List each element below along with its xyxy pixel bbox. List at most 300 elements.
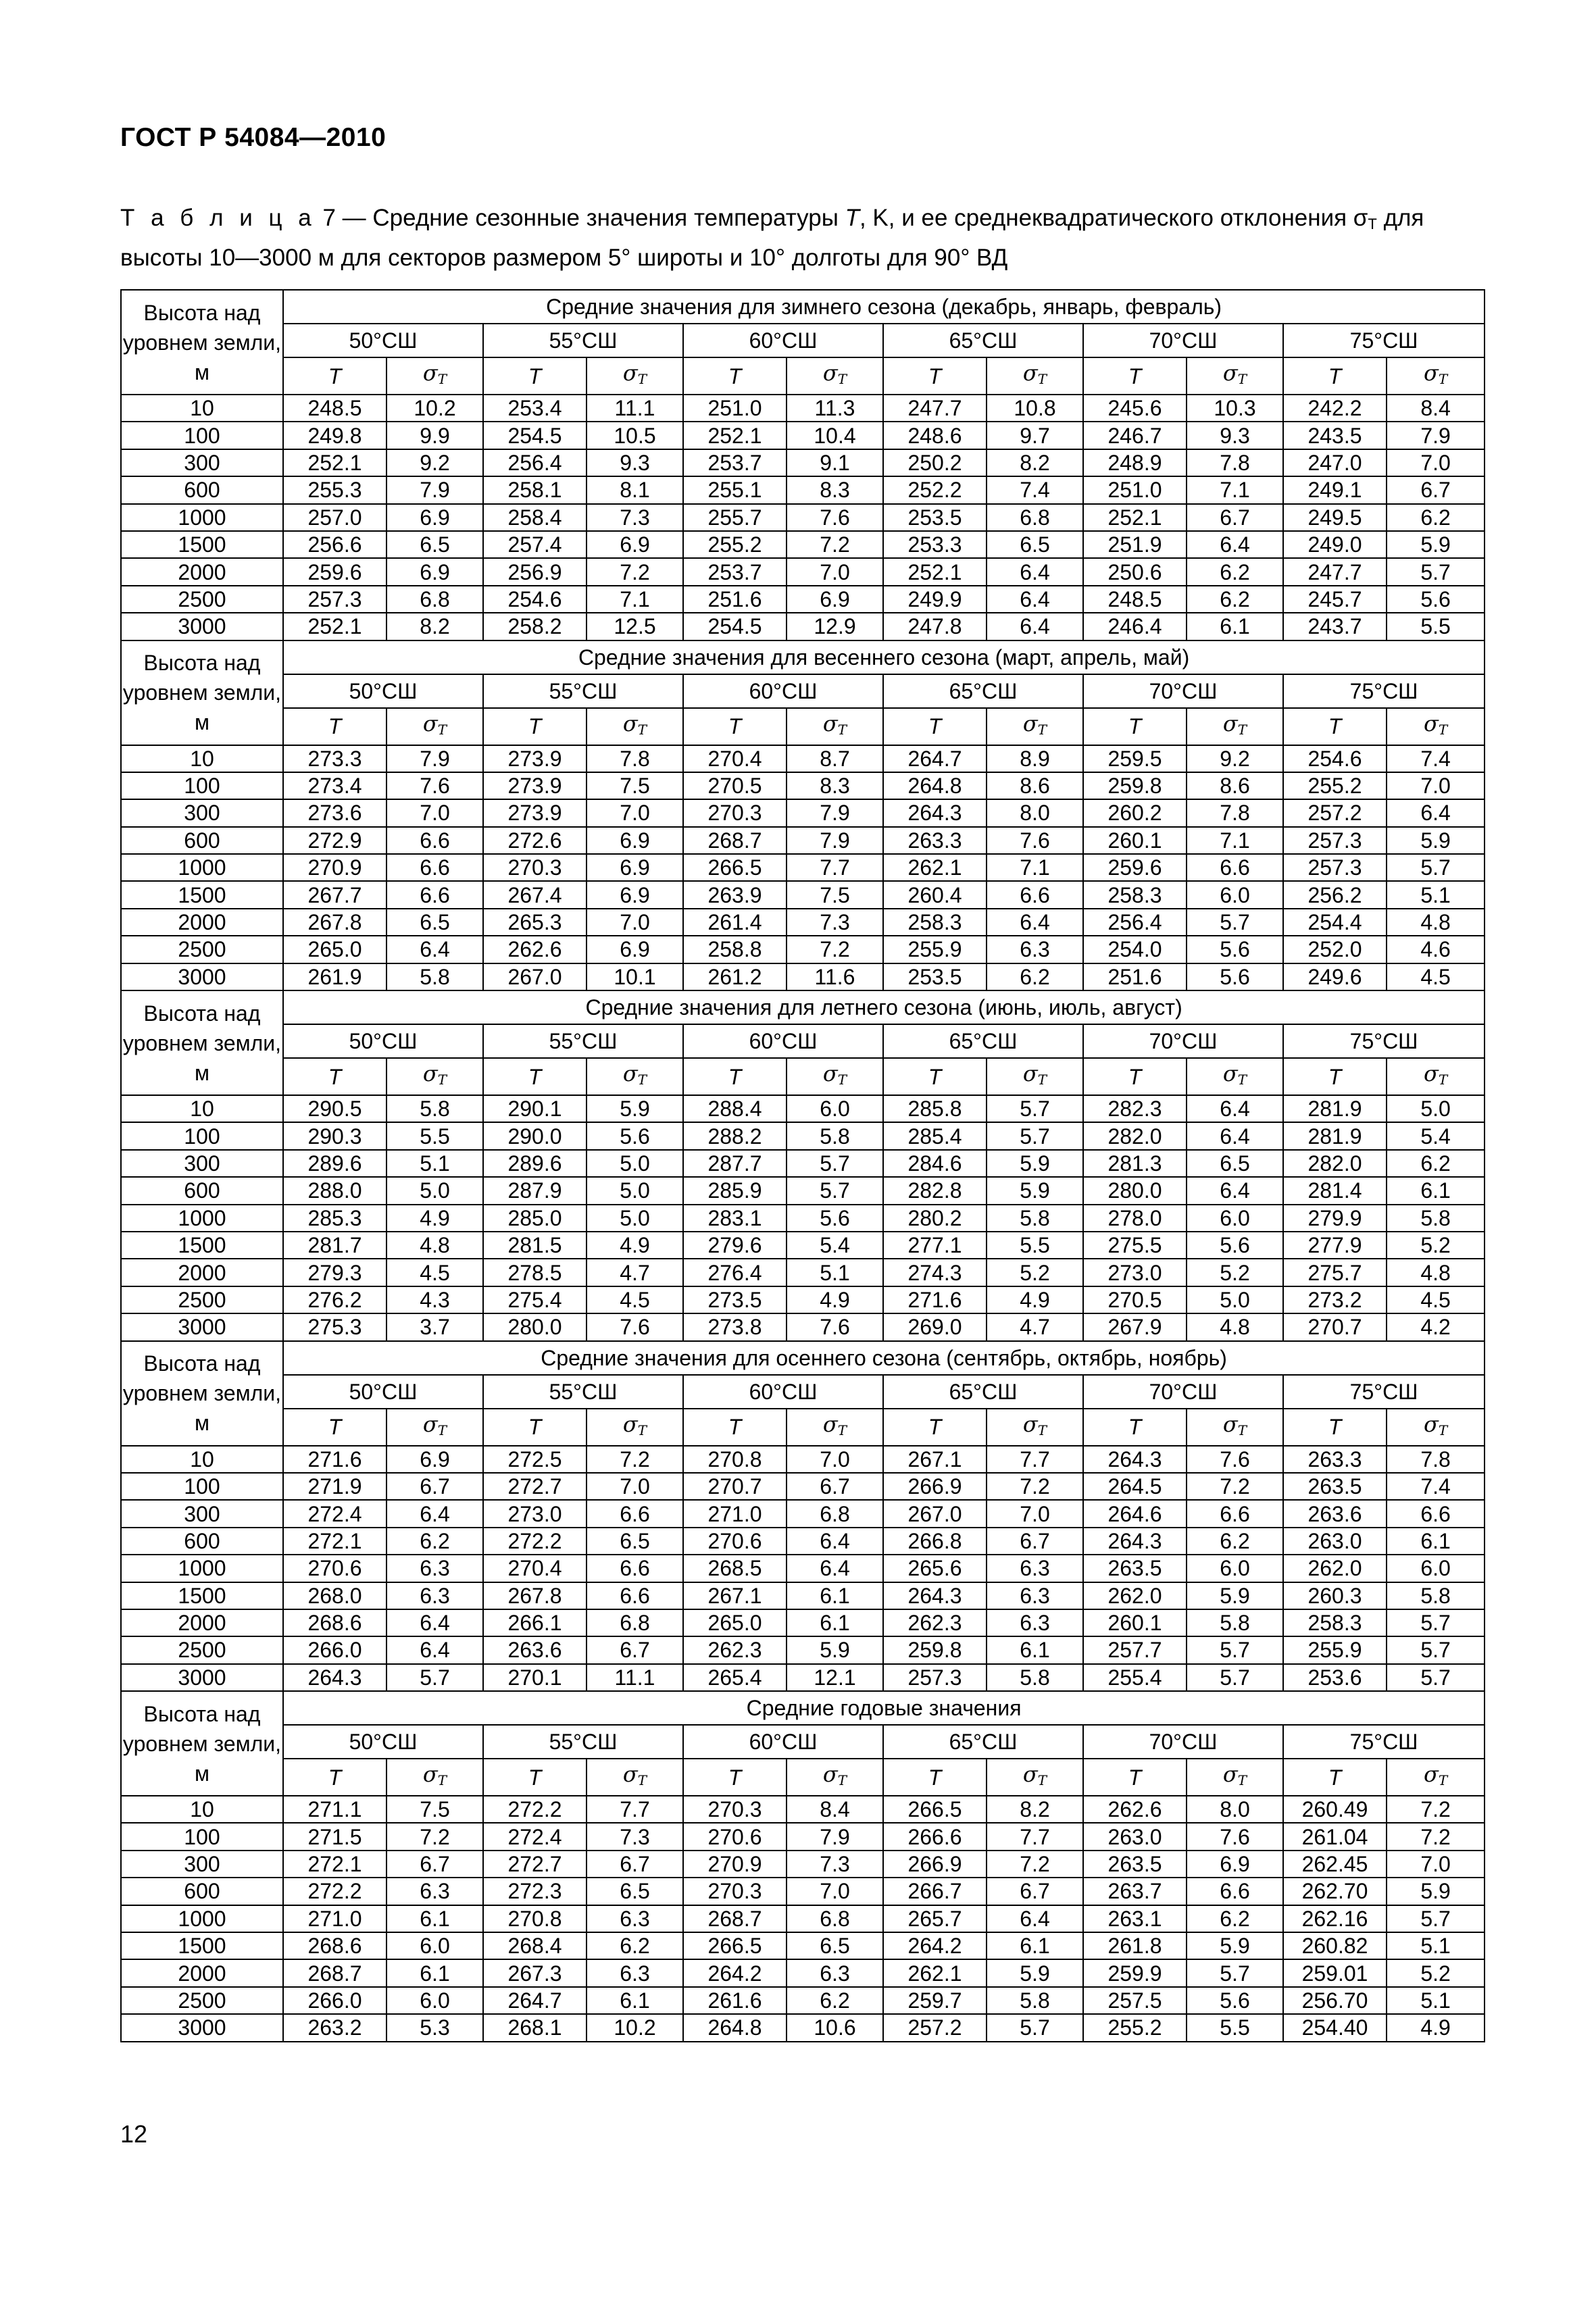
sigma-cell: 6.4 <box>987 613 1083 640</box>
col-header-t: T <box>1283 1759 1387 1796</box>
table-row <box>121 531 1485 558</box>
altitude-cell: 300 <box>121 1500 283 1527</box>
sigma-cell: 6.2 <box>1187 558 1283 585</box>
temperature-cell: 264.3 <box>883 799 987 826</box>
sigma-cell: 4.7 <box>987 1313 1083 1340</box>
sigma-cell: 6.2 <box>1187 1528 1283 1555</box>
temperature-cell: 272.9 <box>283 827 386 854</box>
sigma-cell: 4.9 <box>787 1286 883 1313</box>
temperature-cell: 273.6 <box>283 799 386 826</box>
temperature-cell: 242.2 <box>1283 395 1387 422</box>
sigma-cell: 6.4 <box>386 936 483 963</box>
sigma-cell: 7.9 <box>1387 422 1485 449</box>
sigma-cell: 6.1 <box>587 1987 683 2014</box>
sigma-cell: 7.0 <box>587 1473 683 1500</box>
temperature-cell: 257.2 <box>883 2014 987 2041</box>
sigma-symbol: σ <box>422 1761 438 1788</box>
sigma-cell: 7.2 <box>787 531 883 558</box>
sigma-cell: 9.7 <box>987 422 1083 449</box>
sigma-cell: 7.9 <box>787 1823 883 1850</box>
sigma-cell: 7.5 <box>587 772 683 799</box>
latitude-header: 55°СШ <box>483 324 683 357</box>
temperature-cell: 259.6 <box>1083 854 1187 881</box>
temperature-cell: 268.1 <box>483 2014 587 2041</box>
temperature-cell: 268.5 <box>683 1555 787 1582</box>
sigma-cell: 6.9 <box>787 586 883 613</box>
altitude-header: Высота над уровнем земли, м <box>121 1341 283 1446</box>
sigma-cell: 7.9 <box>386 745 483 772</box>
altitude-cell: 600 <box>121 476 283 503</box>
temperature-cell: 263.7 <box>1083 1878 1187 1905</box>
latitude-header: 70°СШ <box>1083 1024 1283 1058</box>
temperature-cell: 251.0 <box>683 395 787 422</box>
table-row <box>121 558 1485 585</box>
sigma-cell: 6.1 <box>787 1609 883 1636</box>
col-header-t: T <box>283 1409 386 1446</box>
sigma-cell: 5.9 <box>787 1636 883 1663</box>
sigma-cell: 5.5 <box>1387 613 1485 640</box>
temperature-cell: 255.9 <box>883 936 987 963</box>
table-row <box>121 1878 1485 1905</box>
latitude-header: 50°СШ <box>283 324 483 357</box>
col-header-t: T <box>483 1759 587 1796</box>
table-row <box>121 1905 1485 1932</box>
sigma-subscript: T <box>437 1422 447 1438</box>
temperature-cell: 282.8 <box>883 1177 987 1204</box>
col-header-sigma <box>787 1759 883 1796</box>
latitude-header: 55°СШ <box>483 1375 683 1409</box>
sigma-cell: 8.0 <box>987 799 1083 826</box>
sigma-cell: 5.7 <box>1187 1636 1283 1663</box>
temperature-cell: 257.3 <box>1283 827 1387 854</box>
temperature-cell: 270.3 <box>683 1878 787 1905</box>
temperature-cell: 267.9 <box>1083 1313 1187 1340</box>
sigma-cell: 7.7 <box>987 1446 1083 1473</box>
sigma-cell: 6.3 <box>386 1878 483 1905</box>
temperature-cell: 290.5 <box>283 1095 386 1122</box>
temperature-cell: 267.8 <box>483 1582 587 1609</box>
temperature-cell: 267.0 <box>483 963 587 990</box>
temperature-cell: 270.9 <box>683 1851 787 1878</box>
latitude-header: 65°СШ <box>883 1725 1083 1759</box>
temperature-cell: 272.2 <box>483 1528 587 1555</box>
temperature-cell: 252.1 <box>1083 504 1187 531</box>
temperature-cell: 260.1 <box>1083 1609 1187 1636</box>
col-header-t: T <box>1083 1409 1187 1446</box>
temperature-cell: 262.16 <box>1283 1905 1387 1932</box>
sigma-subscript: T <box>637 1422 647 1438</box>
temperature-cell: 243.7 <box>1283 613 1387 640</box>
sigma-cell: 6.5 <box>386 531 483 558</box>
temperature-cell: 267.0 <box>883 1500 987 1527</box>
sigma-cell: 6.3 <box>987 1609 1083 1636</box>
col-header-sigma <box>1387 708 1485 745</box>
temperature-cell: 263.1 <box>1083 1905 1187 1932</box>
sigma-cell: 4.5 <box>1387 963 1485 990</box>
temperature-cell: 264.3 <box>883 1582 987 1609</box>
table-row <box>121 586 1485 613</box>
table-row <box>121 449 1485 476</box>
temperature-cell: 261.04 <box>1283 1823 1387 1850</box>
sigma-cell: 7.0 <box>1387 1851 1485 1878</box>
temperature-cell: 270.8 <box>683 1446 787 1473</box>
table-row <box>121 422 1485 449</box>
sigma-cell: 7.7 <box>587 1796 683 1823</box>
season-title: Средние значения для зимнего сезона (декабрь, январь, февраль) <box>283 290 1485 324</box>
temperature-cell: 285.8 <box>883 1095 987 1122</box>
sigma-cell: 6.0 <box>1187 1555 1283 1582</box>
sigma-cell: 8.2 <box>386 613 483 640</box>
temperature-cell: 281.3 <box>1083 1150 1187 1177</box>
sigma-cell: 7.0 <box>787 1446 883 1473</box>
temperature-cell: 266.7 <box>883 1878 987 1905</box>
table-row <box>121 2014 1485 2041</box>
altitude-cell: 2500 <box>121 1636 283 1663</box>
sigma-cell: 6.2 <box>1187 1905 1283 1932</box>
sigma-cell: 5.1 <box>1387 881 1485 908</box>
sigma-cell: 5.5 <box>987 1232 1083 1259</box>
sigma-cell: 8.6 <box>1187 772 1283 799</box>
temperature-cell: 255.2 <box>1083 2014 1187 2041</box>
temperature-cell: 264.5 <box>1083 1473 1187 1500</box>
temperature-cell: 281.7 <box>283 1232 386 1259</box>
sigma-cell: 8.9 <box>987 745 1083 772</box>
sigma-cell: 6.4 <box>1187 1122 1283 1149</box>
temperature-cell: 261.4 <box>683 909 787 936</box>
sigma-cell: 7.1 <box>587 586 683 613</box>
temperature-cell: 264.6 <box>1083 1500 1187 1527</box>
table-row <box>121 1500 1485 1527</box>
temperature-cell: 258.3 <box>1283 1609 1387 1636</box>
temperature-cell: 260.82 <box>1283 1932 1387 1959</box>
temperature-cell: 264.3 <box>283 1664 386 1691</box>
col-header-sigma <box>587 357 683 395</box>
sigma-subscript: T <box>637 721 647 738</box>
temperature-cell: 268.7 <box>683 827 787 854</box>
temperature-cell: 252.2 <box>883 476 987 503</box>
sigma-cell: 6.7 <box>587 1636 683 1663</box>
sigma-cell: 7.5 <box>787 881 883 908</box>
table-row <box>121 909 1485 936</box>
temperature-cell: 271.5 <box>283 1823 386 1850</box>
sigma-cell: 5.7 <box>1387 1664 1485 1691</box>
sigma-cell: 7.2 <box>386 1823 483 1850</box>
temperature-cell: 257.3 <box>1283 854 1387 881</box>
sigma-cell: 7.1 <box>1187 476 1283 503</box>
altitude-cell: 1000 <box>121 1905 283 1932</box>
col-header-sigma <box>987 1058 1083 1095</box>
sigma-symbol: σ <box>422 1411 438 1437</box>
temperature-cell: 270.4 <box>683 745 787 772</box>
sigma-subscript: T <box>637 1072 647 1088</box>
altitude-cell: 300 <box>121 449 283 476</box>
altitude-cell: 300 <box>121 1851 283 1878</box>
sigma-cell: 5.6 <box>1187 936 1283 963</box>
col-header-t: T <box>683 1759 787 1796</box>
sigma-cell: 6.0 <box>787 1095 883 1122</box>
temperature-cell: 263.2 <box>283 2014 386 2041</box>
temperature-cell: 259.01 <box>1283 1959 1387 1986</box>
temperature-cell: 272.4 <box>283 1500 386 1527</box>
temperature-cell: 263.0 <box>1083 1823 1187 1850</box>
altitude-cell: 2000 <box>121 1259 283 1286</box>
temperature-cell: 255.2 <box>683 531 787 558</box>
sigma-cell: 7.0 <box>1387 772 1485 799</box>
temperature-cell: 264.7 <box>483 1987 587 2014</box>
temperature-cell: 255.9 <box>1283 1636 1387 1663</box>
temperature-cell: 288.2 <box>683 1122 787 1149</box>
sigma-cell: 4.5 <box>386 1259 483 1286</box>
latitude-header: 65°СШ <box>883 674 1083 708</box>
sigma-cell: 5.1 <box>1387 1987 1485 2014</box>
latitude-header: 70°СШ <box>1083 1375 1283 1409</box>
sigma-cell: 10.2 <box>587 2014 683 2041</box>
sigma-cell: 4.8 <box>386 1232 483 1259</box>
sigma-cell: 5.7 <box>1187 1959 1283 1986</box>
sigma-symbol: σ <box>622 1061 638 1087</box>
table-row <box>121 799 1485 826</box>
sigma-cell: 6.7 <box>787 1473 883 1500</box>
temperature-cell: 256.4 <box>1083 909 1187 936</box>
temperature-cell: 255.1 <box>683 476 787 503</box>
temperature-cell: 262.3 <box>683 1636 787 1663</box>
temperature-cell: 258.2 <box>483 613 587 640</box>
col-header-t: T <box>1283 708 1387 745</box>
temperature-cell: 247.7 <box>883 395 987 422</box>
col-header-t: T <box>1283 357 1387 395</box>
sigma-cell: 7.2 <box>987 1473 1083 1500</box>
temperature-cell: 254.6 <box>1283 745 1387 772</box>
sigma-cell: 6.5 <box>987 531 1083 558</box>
temperature-cell: 251.0 <box>1083 476 1187 503</box>
temperature-cell: 282.3 <box>1083 1095 1187 1122</box>
sigma-symbol: σ <box>1222 1411 1238 1437</box>
temperature-cell: 260.3 <box>1283 1582 1387 1609</box>
col-header-sigma <box>587 1759 683 1796</box>
sigma-cell: 6.4 <box>386 1609 483 1636</box>
col-header-sigma <box>386 357 483 395</box>
sigma-cell: 5.0 <box>587 1150 683 1177</box>
sigma-cell: 7.8 <box>587 745 683 772</box>
sigma-cell: 8.4 <box>1387 395 1485 422</box>
temperature-cell: 243.5 <box>1283 422 1387 449</box>
sigma-cell: 6.9 <box>386 558 483 585</box>
temperature-cell: 266.0 <box>283 1987 386 2014</box>
sigma-cell: 6.6 <box>1387 1500 1485 1527</box>
sigma-symbol: σ <box>1423 1761 1439 1788</box>
sigma-cell: 5.9 <box>987 1150 1083 1177</box>
sigma-cell: 7.9 <box>386 476 483 503</box>
col-header-t: T <box>1283 1058 1387 1095</box>
sigma-cell: 6.9 <box>587 827 683 854</box>
sigma-cell: 8.4 <box>787 1796 883 1823</box>
col-header-t: T <box>283 1058 386 1095</box>
sigma-cell: 7.1 <box>1187 827 1283 854</box>
altitude-cell: 100 <box>121 1823 283 1850</box>
temperature-cell: 264.3 <box>1083 1446 1187 1473</box>
sigma-subscript: T <box>1438 721 1448 738</box>
altitude-cell: 10 <box>121 1446 283 1473</box>
temperature-cell: 256.9 <box>483 558 587 585</box>
col-header-t: T <box>283 708 386 745</box>
temperature-cell: 257.4 <box>483 531 587 558</box>
sigma-cell: 4.9 <box>587 1232 683 1259</box>
table-row <box>121 1582 1485 1609</box>
sigma-subscript: T <box>1237 721 1247 738</box>
sigma-cell: 5.7 <box>1387 558 1485 585</box>
table-row <box>121 963 1485 990</box>
latitude-header: 60°СШ <box>683 1024 883 1058</box>
col-header-t: T <box>883 1058 987 1095</box>
sigma-cell: 6.0 <box>1187 881 1283 908</box>
sigma-cell: 6.3 <box>987 936 1083 963</box>
sigma-cell: 4.5 <box>587 1286 683 1313</box>
table-row <box>121 1095 1485 1122</box>
sigma-cell: 12.5 <box>587 613 683 640</box>
table-row <box>121 881 1485 908</box>
altitude-cell: 1000 <box>121 854 283 881</box>
latitude-header: 75°СШ <box>1283 1725 1485 1759</box>
temperature-cell: 255.2 <box>1283 772 1387 799</box>
temperature-cell: 272.5 <box>483 1446 587 1473</box>
temperature-cell: 253.5 <box>883 963 987 990</box>
col-header-sigma <box>1387 1759 1485 1796</box>
temperature-cell: 273.0 <box>483 1500 587 1527</box>
table-row <box>121 1664 1485 1691</box>
sigma-symbol: σ <box>822 1761 838 1788</box>
season-title: Средние значения для осеннего сезона (сентябрь, октябрь, ноябрь) <box>283 1341 1485 1375</box>
temperature-cell: 263.0 <box>1283 1528 1387 1555</box>
temperature-cell: 273.0 <box>1083 1259 1187 1286</box>
sigma-cell: 6.8 <box>787 1905 883 1932</box>
temperature-cell: 260.1 <box>1083 827 1187 854</box>
temperature-cell: 270.6 <box>283 1555 386 1582</box>
altitude-cell: 100 <box>121 1473 283 1500</box>
sigma-cell: 5.0 <box>587 1177 683 1204</box>
temperature-cell: 253.6 <box>1283 1664 1387 1691</box>
sigma-cell: 7.4 <box>1387 1473 1485 1500</box>
sigma-cell: 6.0 <box>1387 1555 1485 1582</box>
temperature-cell: 250.2 <box>883 449 987 476</box>
sigma-cell: 11.6 <box>787 963 883 990</box>
altitude-cell: 10 <box>121 1095 283 1122</box>
temperature-cell: 249.0 <box>1283 531 1387 558</box>
latitude-header: 65°СШ <box>883 324 1083 357</box>
temperature-cell: 258.3 <box>883 909 987 936</box>
sigma-symbol: σ <box>622 360 638 386</box>
sigma-cell: 5.8 <box>386 963 483 990</box>
temperature-cell: 253.7 <box>683 449 787 476</box>
temperature-cell: 281.9 <box>1283 1095 1387 1122</box>
temperature-cell: 270.3 <box>483 854 587 881</box>
temperature-cell: 262.6 <box>1083 1796 1187 1823</box>
sigma-cell: 5.8 <box>987 1205 1083 1232</box>
table-caption <box>120 201 1485 275</box>
temperature-cell: 273.2 <box>1283 1286 1387 1313</box>
sigma-symbol: σ <box>822 360 838 386</box>
temperature-cell: 270.6 <box>683 1823 787 1850</box>
table-row <box>121 1232 1485 1259</box>
sigma-cell: 6.4 <box>987 558 1083 585</box>
sigma-cell: 7.2 <box>587 1446 683 1473</box>
temperature-cell: 273.5 <box>683 1286 787 1313</box>
sigma-cell: 6.4 <box>987 586 1083 613</box>
sigma-cell: 10.5 <box>587 422 683 449</box>
sigma-cell: 7.9 <box>787 799 883 826</box>
temperature-cell: 277.9 <box>1283 1232 1387 1259</box>
col-header-t: T <box>283 1759 386 1796</box>
temperature-cell: 264.8 <box>683 2014 787 2041</box>
sigma-symbol: σ <box>1022 1761 1038 1788</box>
col-header-t: T <box>483 1409 587 1446</box>
table-row <box>121 1959 1485 1986</box>
temperature-cell: 264.3 <box>1083 1528 1187 1555</box>
sigma-cell: 8.7 <box>787 745 883 772</box>
sigma-cell: 11.1 <box>587 395 683 422</box>
sigma-cell: 7.3 <box>587 504 683 531</box>
col-header-sigma <box>1187 1058 1283 1095</box>
sigma-cell: 10.1 <box>587 963 683 990</box>
table-row <box>121 1286 1485 1313</box>
temperature-cell: 280.0 <box>1083 1177 1187 1204</box>
sigma-cell: 6.4 <box>1187 531 1283 558</box>
altitude-cell: 3000 <box>121 1313 283 1340</box>
sigma-cell: 7.3 <box>587 1823 683 1850</box>
temperature-cell: 257.3 <box>883 1664 987 1691</box>
sigma-cell: 7.0 <box>787 558 883 585</box>
temperature-cell: 262.1 <box>883 1959 987 1986</box>
sigma-cell: 5.3 <box>386 2014 483 2041</box>
temperature-cell: 259.6 <box>283 558 386 585</box>
sigma-cell: 6.5 <box>587 1528 683 1555</box>
temperature-cell: 247.7 <box>1283 558 1387 585</box>
col-header-t: T <box>1083 1058 1187 1095</box>
temperature-cell: 256.4 <box>483 449 587 476</box>
table-row <box>121 1987 1485 2014</box>
col-header-sigma <box>987 1759 1083 1796</box>
sigma-cell: 6.6 <box>1187 1500 1283 1527</box>
col-header-sigma <box>587 1409 683 1446</box>
temperature-cell: 273.9 <box>483 799 587 826</box>
temperature-cell: 253.4 <box>483 395 587 422</box>
season-title: Средние значения для летнего сезона (июнь, июль, август) <box>283 990 1485 1024</box>
sigma-symbol: σ <box>1222 1061 1238 1087</box>
temperature-cell: 245.7 <box>1283 586 1387 613</box>
temperature-cell: 252.0 <box>1283 936 1387 963</box>
sigma-cell: 6.7 <box>386 1851 483 1878</box>
sigma-cell: 6.0 <box>1187 1205 1283 1232</box>
sigma-cell: 6.2 <box>587 1932 683 1959</box>
sigma-cell: 6.4 <box>1187 1095 1283 1122</box>
sigma-subscript: T <box>437 1772 447 1789</box>
table-row <box>121 1636 1485 1663</box>
temperature-cell: 276.4 <box>683 1259 787 1286</box>
temperature-cell: 256.2 <box>1283 881 1387 908</box>
sigma-cell: 5.7 <box>987 2014 1083 2041</box>
sigma-cell: 5.7 <box>1387 1609 1485 1636</box>
sigma-cell: 7.0 <box>787 1878 883 1905</box>
col-header-t: T <box>883 708 987 745</box>
col-header-t: T <box>683 1058 787 1095</box>
sigma-symbol: σ <box>1423 710 1439 736</box>
altitude-cell: 2000 <box>121 558 283 585</box>
sigma-subscript: T <box>1237 1772 1247 1789</box>
sigma-subscript: T <box>437 721 447 738</box>
latitude-header: 70°СШ <box>1083 1725 1283 1759</box>
altitude-cell: 10 <box>121 745 283 772</box>
temperature-cell: 258.3 <box>1083 881 1187 908</box>
temperature-cell: 265.6 <box>883 1555 987 1582</box>
